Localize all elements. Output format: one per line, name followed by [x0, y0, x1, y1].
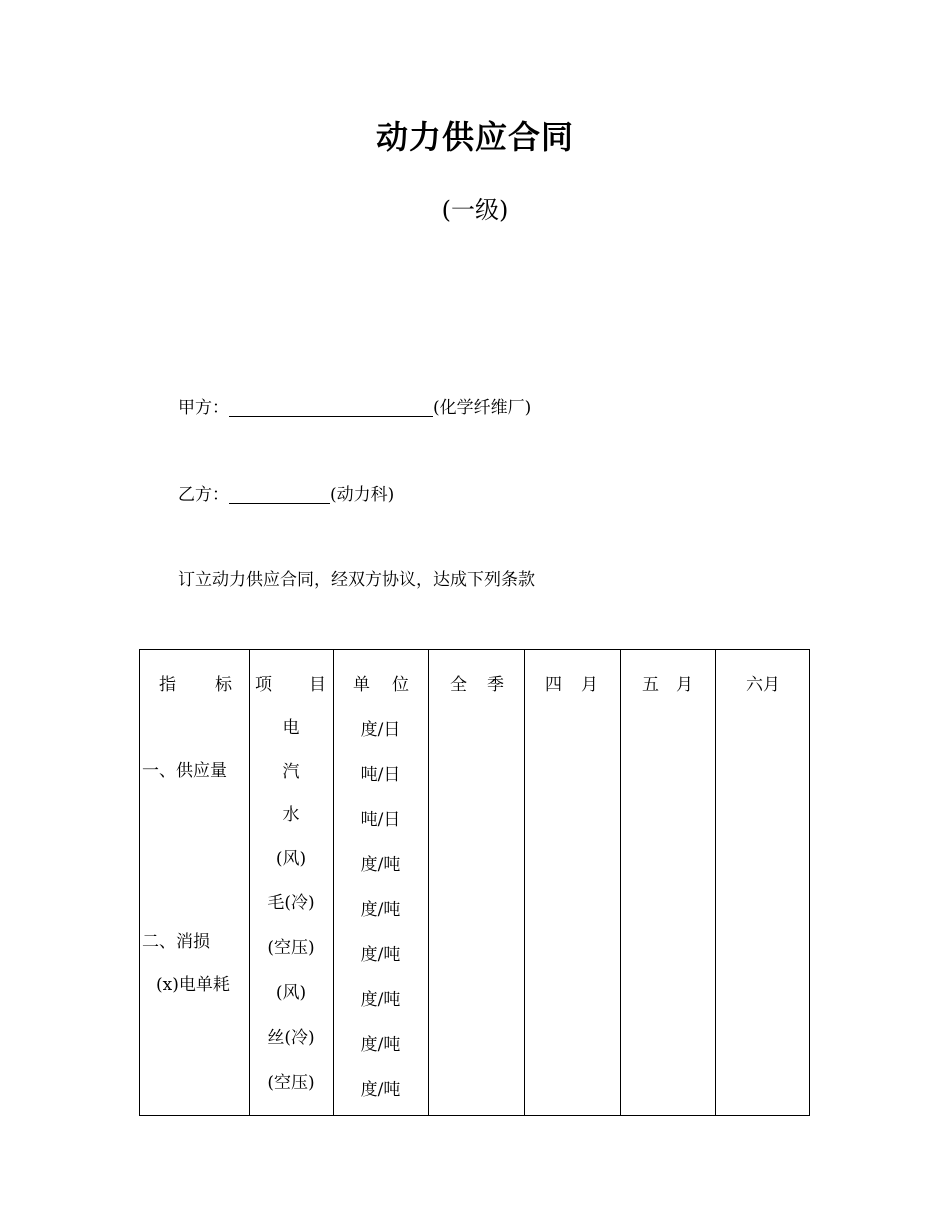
item-cell: 毛(冷)	[267, 893, 315, 913]
header-april-a: 四	[545, 675, 562, 695]
header-season-b: 季	[487, 675, 504, 695]
item-cell: (空压)	[267, 1073, 315, 1093]
party-a-line	[178, 393, 531, 418]
header-unit-a: 单	[353, 675, 370, 695]
item-cell: (风)	[275, 849, 307, 869]
party-a-label: 甲方：	[178, 398, 229, 418]
header-indicator	[140, 670, 249, 695]
item-cell: (风)	[275, 983, 307, 1003]
header-indicator-a: 指	[159, 675, 176, 695]
header-item	[249, 670, 333, 695]
unit-cell: 度/吨	[360, 1080, 401, 1100]
category-supply: 一、供应量	[142, 761, 227, 781]
unit-cell: 吨/日	[360, 765, 401, 785]
item-cell: 电	[282, 718, 300, 738]
column-divider	[620, 650, 621, 1115]
header-season	[428, 670, 524, 695]
party-a-note: (化学纤维厂)	[433, 398, 532, 418]
unit-cell: 度/吨	[360, 900, 401, 920]
unit-cell: 度/吨	[360, 990, 401, 1010]
item-cell: 汽	[282, 762, 300, 782]
header-april	[524, 670, 620, 695]
header-june: 六月	[746, 675, 780, 695]
document-title: 动力供应合同	[375, 118, 574, 156]
party-b-blank[interactable]	[229, 485, 330, 504]
unit-cell: 吨/日	[360, 810, 401, 830]
header-season-a: 全	[450, 675, 467, 695]
item-cell: 水	[282, 805, 300, 825]
unit-cell: 度/日	[360, 720, 401, 740]
category-loss: 二、消损	[142, 932, 210, 952]
unit-cell: 度/吨	[360, 855, 401, 875]
supply-table	[139, 649, 810, 1116]
item-cell: (空压)	[267, 938, 315, 958]
header-may-b: 月	[676, 675, 693, 695]
column-divider	[715, 650, 716, 1115]
party-b-note: (动力科)	[330, 485, 395, 505]
item-cell: 丝(冷)	[267, 1028, 315, 1048]
document-subtitle: (一级)	[441, 196, 509, 224]
header-april-b: 月	[581, 675, 598, 695]
party-b-line	[178, 480, 394, 505]
party-a-blank[interactable]	[229, 398, 433, 417]
header-may	[620, 670, 715, 695]
unit-cell: 度/吨	[360, 1035, 401, 1055]
party-b-label: 乙方：	[178, 485, 229, 505]
intro-text: 订立动力供应合同，经双方协议，达成下列条款	[178, 570, 535, 590]
column-divider	[428, 650, 429, 1115]
header-item-a: 项	[255, 675, 272, 695]
column-divider	[524, 650, 525, 1115]
header-indicator-b: 标	[215, 675, 232, 695]
header-item-b: 目	[309, 675, 326, 695]
header-unit	[333, 670, 428, 695]
header-may-a: 五	[642, 675, 659, 695]
unit-cell: 度/吨	[360, 945, 401, 965]
header-unit-b: 位	[392, 675, 409, 695]
category-power: (x)电单耗	[156, 975, 230, 995]
